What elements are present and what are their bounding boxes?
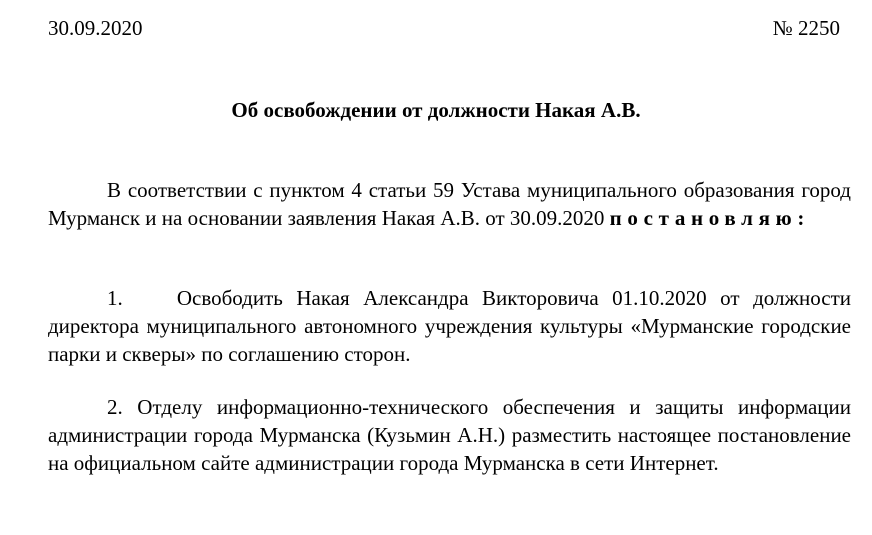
item-text: Отделу информационно-технического обеспечения и защиты информации администрации города Мурманска (Кузьмин А.Н.) разместить настоящее постановление на официальном сайте администрации города Мурманска в сети Интернет. <box>48 395 851 475</box>
document-number: № 2250 <box>772 16 840 40</box>
item-number: 1. <box>107 286 123 310</box>
list-item <box>48 393 851 477</box>
preamble-paragraph <box>48 176 851 232</box>
document-title: Об освобождении от должности Накая А.В. <box>231 98 641 122</box>
preamble-text: В соответствии с пунктом 4 статьи 59 Устава муниципального образования город Мурманск и на основании заявления Накая А.В. от 30.09.2020 <box>48 178 851 230</box>
decree-word: постановляю: <box>609 206 810 230</box>
item-text: Освободить Накая Александра Викторовича 01.10.2020 от должности директора муниципального автономного учреждения культуры «Мурманские городские парки и скверы» по соглашению сторон. <box>48 286 851 366</box>
list-item <box>48 284 851 368</box>
item-number: 2. <box>107 395 123 419</box>
document-date: 30.09.2020 <box>48 16 143 40</box>
